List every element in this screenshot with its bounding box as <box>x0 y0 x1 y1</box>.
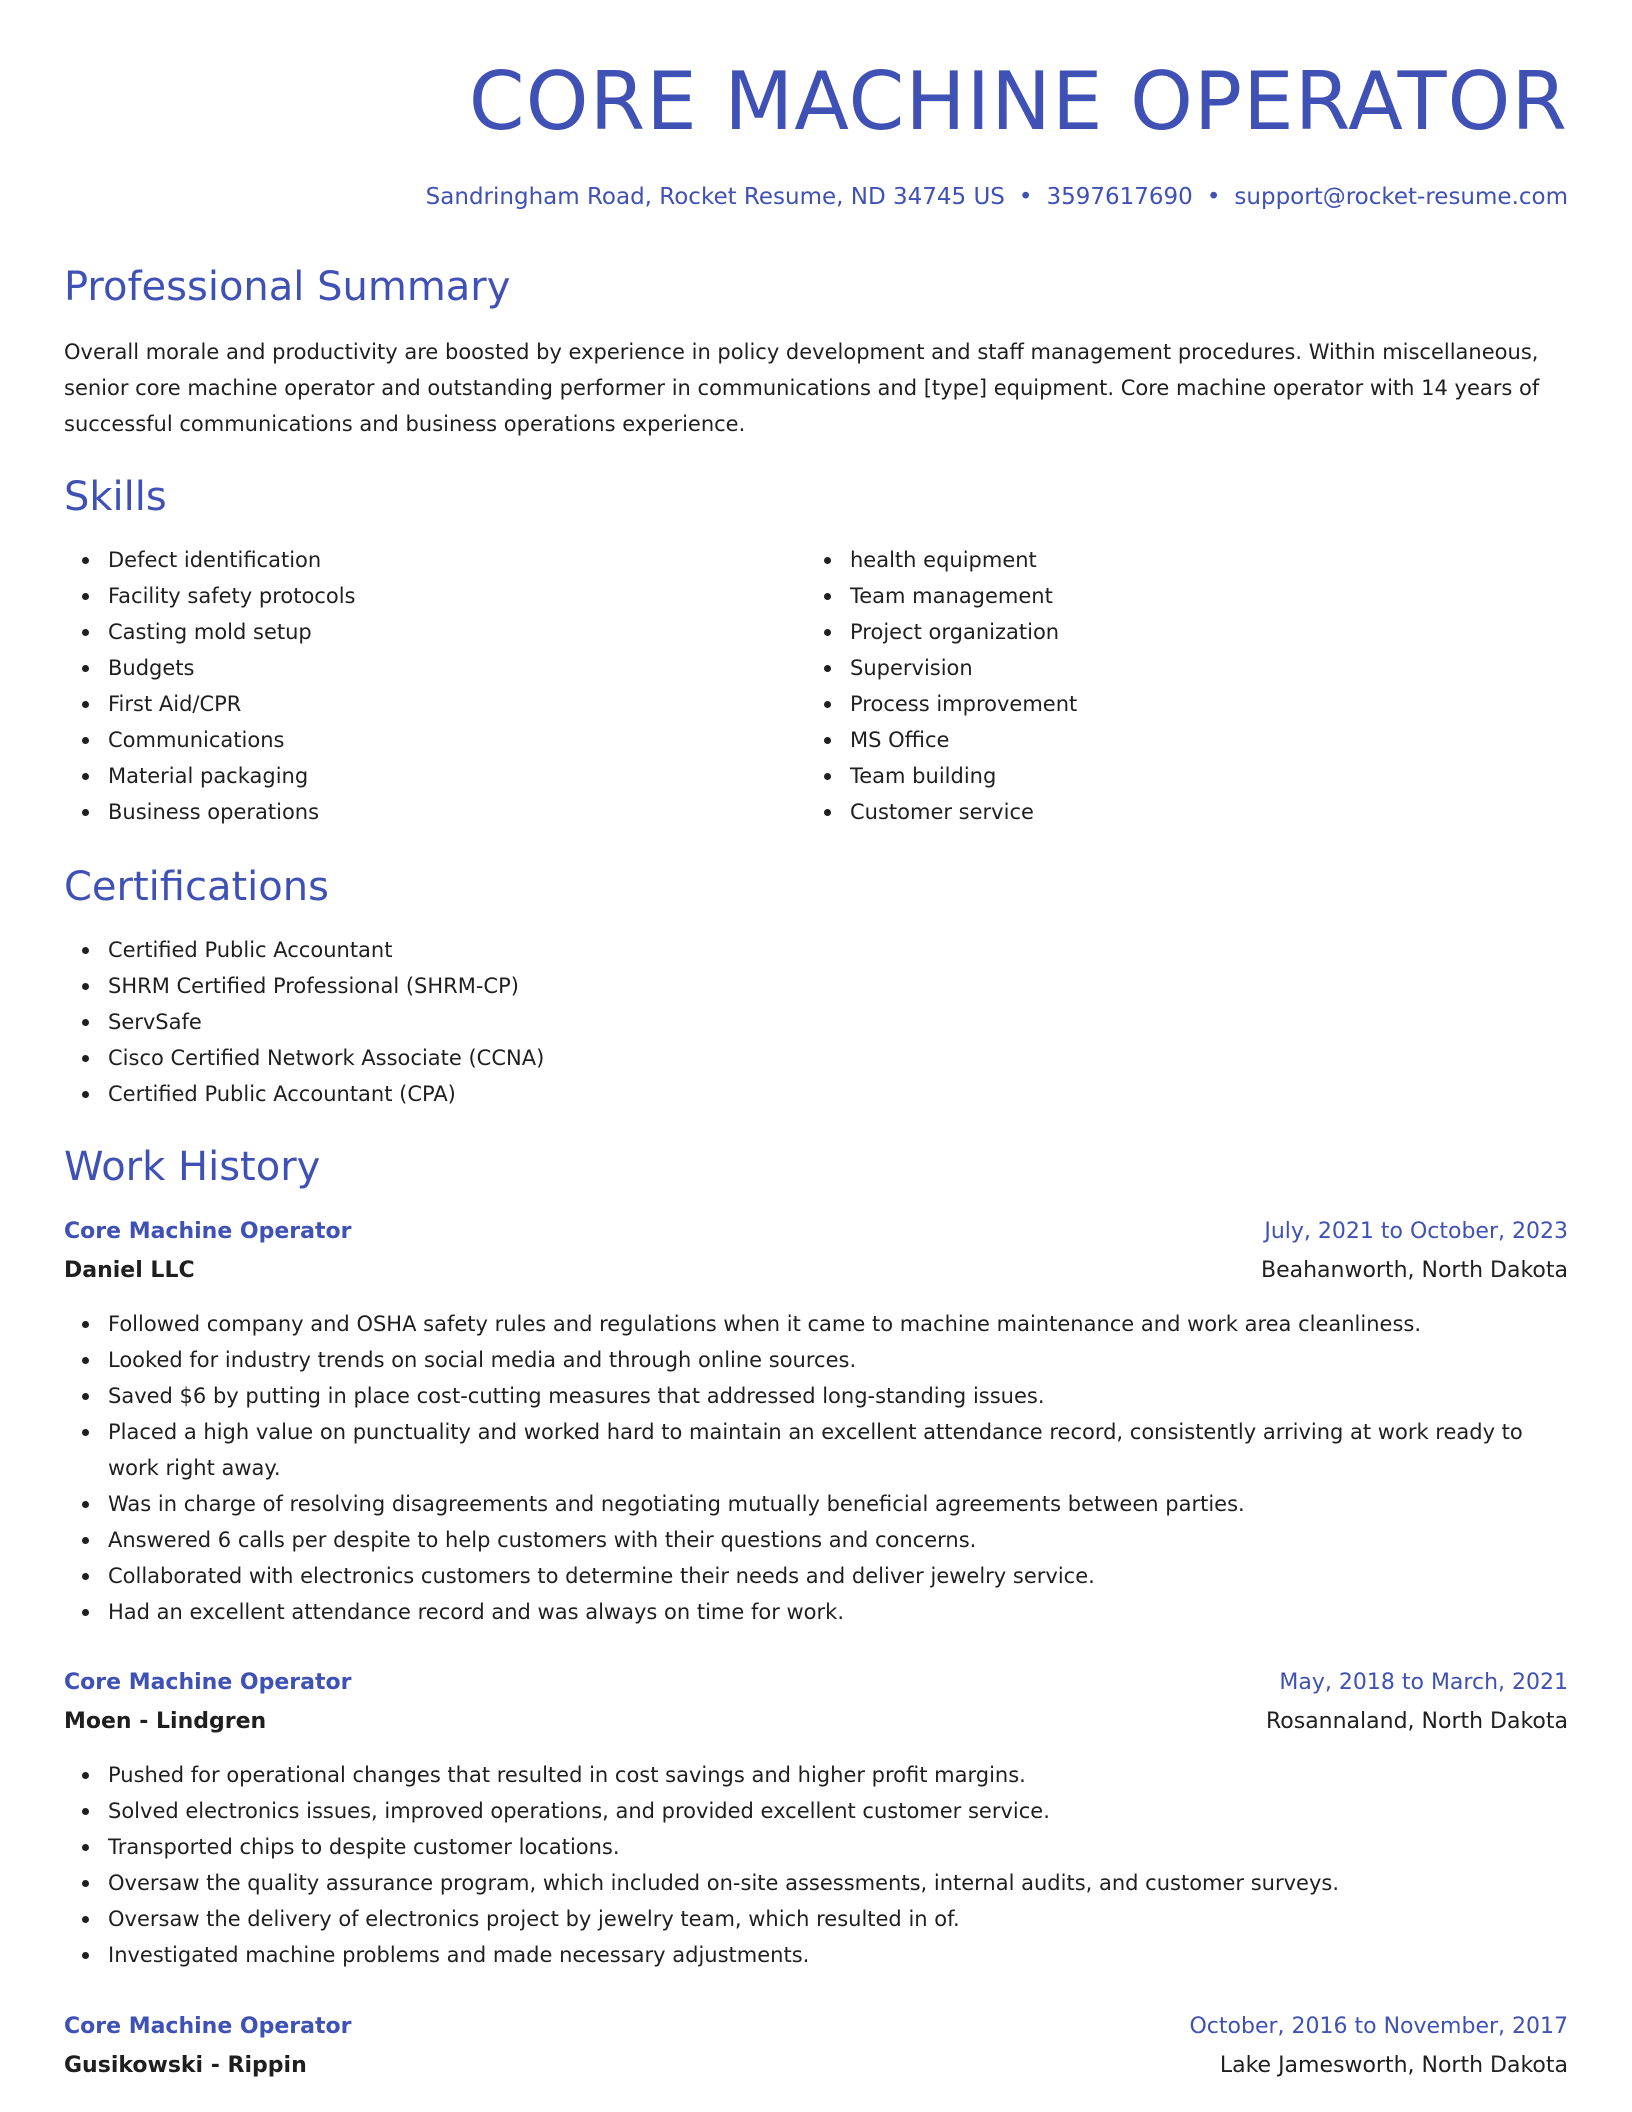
list-item: Supervision <box>850 650 1550 686</box>
section-title-skills: Skills <box>64 474 167 520</box>
list-item: MS Office <box>850 722 1550 758</box>
job-location: Rosannaland, North Dakota <box>1265 1709 1568 1734</box>
list-item: Defect identification <box>108 542 808 578</box>
contact-phone: 3597617690 <box>1046 184 1193 210</box>
list-item: Customer service <box>850 794 1550 830</box>
list-item: Pushed for operational changes that resulted in cost savings and higher profit margins. <box>108 1757 1568 1793</box>
list-item: Business operations <box>108 794 808 830</box>
list-item: Oversaw the quality assurance program, which included on-site assessments, internal audits, and customer surveys. <box>108 1865 1568 1901</box>
list-item: Oversaw the delivery of electronics project by jewelry team, which resulted in of. <box>108 1901 1568 1937</box>
skills-list-left <box>64 542 808 830</box>
contact-line <box>426 180 1568 214</box>
list-item: Team management <box>850 578 1550 614</box>
list-item: health equipment <box>850 542 1550 578</box>
job-title: Core Machine Operator <box>64 1219 352 1244</box>
list-item: Project organization <box>850 614 1550 650</box>
list-item: ServSafe <box>108 1004 1568 1040</box>
list-item: Budgets <box>108 650 808 686</box>
section-title-certifications: Certifications <box>64 864 329 910</box>
list-item: Process improvement <box>850 686 1550 722</box>
list-item: Collaborated with electronics customers to determine their needs and deliver jewelry service. <box>108 1558 1568 1594</box>
list-item: Transported chips to despite customer locations. <box>108 1829 1568 1865</box>
section-title-work-history: Work History <box>64 1144 321 1190</box>
list-item: SHRM Certified Professional (SHRM-CP) <box>108 968 1568 1004</box>
job-title: Core Machine Operator <box>64 2014 352 2039</box>
list-item: Certified Public Accountant <box>108 932 1568 968</box>
job-bullets <box>64 1757 1568 1973</box>
list-item: Solved electronics issues, improved operations, and provided excellent customer service. <box>108 1793 1568 1829</box>
list-item: Followed company and OSHA safety rules and regulations when it came to machine maintenance and work area cleanliness. <box>108 1306 1568 1342</box>
list-item: Was in charge of resolving disagreements and negotiating mutually beneficial agreements between parties. <box>108 1486 1568 1522</box>
job-title: Core Machine Operator <box>64 1670 352 1695</box>
job-dates: October, 2016 to November, 2017 <box>1189 2014 1568 2039</box>
job-dates: July, 2021 to October, 2023 <box>1264 1219 1568 1244</box>
list-item: Looked for industry trends on social media and through online sources. <box>108 1342 1568 1378</box>
skills-list-right <box>806 542 1550 830</box>
contact-email: support@rocket-resume.com <box>1234 184 1568 210</box>
job-company: Moen - Lindgren <box>64 1709 267 1734</box>
list-item: Communications <box>108 722 808 758</box>
job-location: Lake Jamesworth, North Dakota <box>1219 2053 1568 2078</box>
job-dates: May, 2018 to March, 2021 <box>1279 1670 1568 1695</box>
section-title-summary: Professional Summary <box>64 264 511 310</box>
list-item: Placed a high value on punctuality and worked hard to maintain an excellent attendance record, consistently arriving at work ready to work right away. <box>108 1414 1568 1486</box>
list-item: Certified Public Accountant (CPA) <box>108 1076 1568 1112</box>
list-item: Material packaging <box>108 758 808 794</box>
list-item: First Aid/CPR <box>108 686 808 722</box>
list-item: Investigated machine problems and made necessary adjustments. <box>108 1937 1568 1973</box>
job-location: Beahanworth, North Dakota <box>1260 1258 1568 1283</box>
job-bullets <box>64 1306 1568 1630</box>
certifications-list <box>64 932 1568 1112</box>
list-item: Had an excellent attendance record and was always on time for work. <box>108 1594 1568 1630</box>
list-item: Casting mold setup <box>108 614 808 650</box>
contact-address: Sandringham Road, Rocket Resume, ND 34745 US <box>425 184 1005 210</box>
list-item: Saved $6 by putting in place cost-cutting measures that addressed long-standing issues. <box>108 1378 1568 1414</box>
summary-text: Overall morale and productivity are boosted by experience in policy development and staff management procedures. Within miscellaneous, senior core machine operator and outstanding performer in communications and [type] equipment. Core machine operator with 14 years of successful communications and business operations experience. <box>64 340 1540 436</box>
candidate-name: CORE MACHINE OPERATOR <box>468 55 1568 148</box>
contact-separator: • <box>1206 184 1221 210</box>
list-item: Answered 6 calls per despite to help customers with their questions and concerns. <box>108 1522 1568 1558</box>
list-item: Team building <box>850 758 1550 794</box>
job-company: Daniel LLC <box>64 1258 195 1283</box>
job-company: Gusikowski - Rippin <box>64 2053 307 2078</box>
list-item: Cisco Certified Network Associate (CCNA) <box>108 1040 1568 1076</box>
list-item: Facility safety protocols <box>108 578 808 614</box>
contact-separator: • <box>1018 184 1033 210</box>
